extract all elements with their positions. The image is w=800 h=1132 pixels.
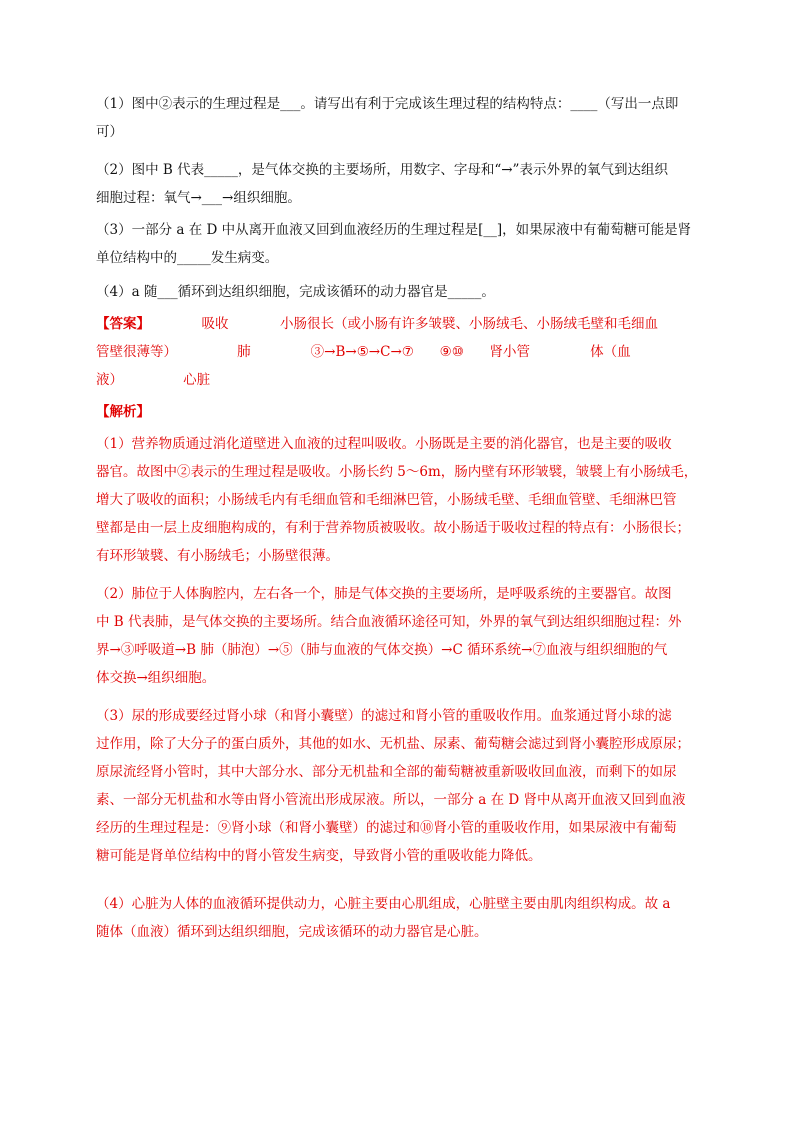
question-2 — [96, 156, 708, 212]
answer-section — [96, 310, 708, 394]
analysis-line: 界→③呼吸道→B 肺（肺泡）→⑤（肺与血液的气体交换）→C 循环系统→⑦血液与组织细胞的气 — [96, 642, 668, 658]
analysis-line: 随体（血液）循环到达组织细胞，完成该循环的动力器官是心脏。 — [96, 924, 488, 940]
question-line: （3）一部分 a 在 D 中从离开血液又回到血液经历的生理过程是[__]，如果尿液中有葡萄糖可能是肾 — [96, 222, 692, 238]
analysis-paragraph-4 — [96, 890, 708, 946]
question-line: 可） — [96, 124, 123, 140]
analysis-line: 有环形皱襞、有小肠绒毛；小肠壁很薄。 — [96, 548, 339, 564]
analysis-line: 器官。故图中②表示的生理过程是吸收。小肠长约 5～6m，肠内壁有环形皱襞，皱襞上有小肠绒毛， — [96, 464, 698, 480]
analysis-line: 过作用，除了大分子的蛋白质外，其他的如水、无机盐、尿素、葡萄糖会滤过到肾小囊腔形成原尿； — [96, 736, 690, 752]
analysis-line: 壁都是由一层上皮细胞构成的，有利于营养物质被吸收。故小肠适于吸收过程的特点有：小肠很长； — [96, 520, 690, 536]
question-line: 细胞过程：氧气→___→组织细胞。 — [96, 190, 301, 206]
analysis-paragraph-2 — [96, 580, 708, 692]
analysis-line: 体交换→组织细胞。 — [96, 670, 216, 686]
analysis-paragraph-3 — [96, 702, 708, 870]
question-line: （4）a 随___循环到达组织细胞，完成该循环的动力器官是_____。 — [96, 284, 495, 300]
question-line: 单位结构中的_____发生病变。 — [96, 250, 279, 266]
question-1 — [96, 90, 708, 146]
analysis-section — [96, 398, 708, 426]
analysis-paragraph-1 — [96, 430, 708, 570]
analysis-line: （3）尿的形成要经过肾小球（和肾小囊壁）的滤过和肾小管的重吸收作用。血浆通过肾小球的滤 — [96, 708, 672, 724]
analysis-label: 【解析】 — [96, 404, 150, 420]
analysis-line: （1）营养物质通过消化道壁进入血液的过程叫吸收。小肠既是主要的消化器官，也是主要的吸收 — [96, 436, 672, 452]
analysis-line: 经历的生理过程是：⑨肾小球（和肾小囊壁）的滤过和⑩肾小管的重吸收作用，如果尿液中有葡萄 — [96, 820, 677, 836]
question-line: （2）图中 B 代表_____，是气体交换的主要场所，用数字、字母和“→”表示外界的氧气到达组织 — [96, 162, 668, 178]
analysis-line: （4）心脏为人体的血液循环提供动力，心脏主要由心肌组成，心脏壁主要由肌肉组织构成。故 a — [96, 896, 671, 912]
analysis-line: 素、一部分无机盐和水等由肾小管流出形成尿液。所以，一部分 a 在 D 肾中从离开血液又回到血液 — [96, 792, 686, 808]
answer-text-1: 吸收 小肠很长（或小肠有许多皱襞、小肠绒毛、小肠绒毛壁和毛细血 — [201, 316, 658, 332]
analysis-line: 糖可能是肾单位结构中的肾小管发生病变，导致肾小管的重吸收能力降低。 — [96, 848, 542, 864]
analysis-line: 增大了吸收的面积；小肠绒毛内有毛细血管和毛细淋巴管，小肠绒毛壁、毛细血管壁、毛细淋巴管 — [96, 492, 677, 508]
answer-label: 【答案】 — [96, 316, 150, 332]
analysis-line: 原尿流经肾小管时，其中大部分水、部分无机盐和全部的葡萄糖被重新吸收回血液，而剩下的如尿 — [96, 764, 677, 780]
analysis-line: 中 B 代表肺，是气体交换的主要场所。结合血液循环途径可知，外界的氧气到达组织细胞过程：外 — [96, 614, 682, 630]
question-3 — [96, 216, 708, 272]
answer-line-2: 管壁很薄等） 肺 ③→B→⑤→C→⑦ ⑨⑩ 肾小管 体（血 — [96, 344, 631, 360]
answer-line-1 — [96, 310, 708, 338]
answer-line-3: 液） 心脏 — [96, 372, 211, 388]
analysis-line: （2）肺位于人体胸腔内，左右各一个，肺是气体交换的主要场所，是呼吸系统的主要器官。故图 — [96, 586, 672, 602]
question-line: （1）图中②表示的生理过程是___。请写出有利于完成该生理过程的结构特点：____（写出一点即 — [96, 96, 679, 112]
question-4 — [96, 278, 708, 306]
